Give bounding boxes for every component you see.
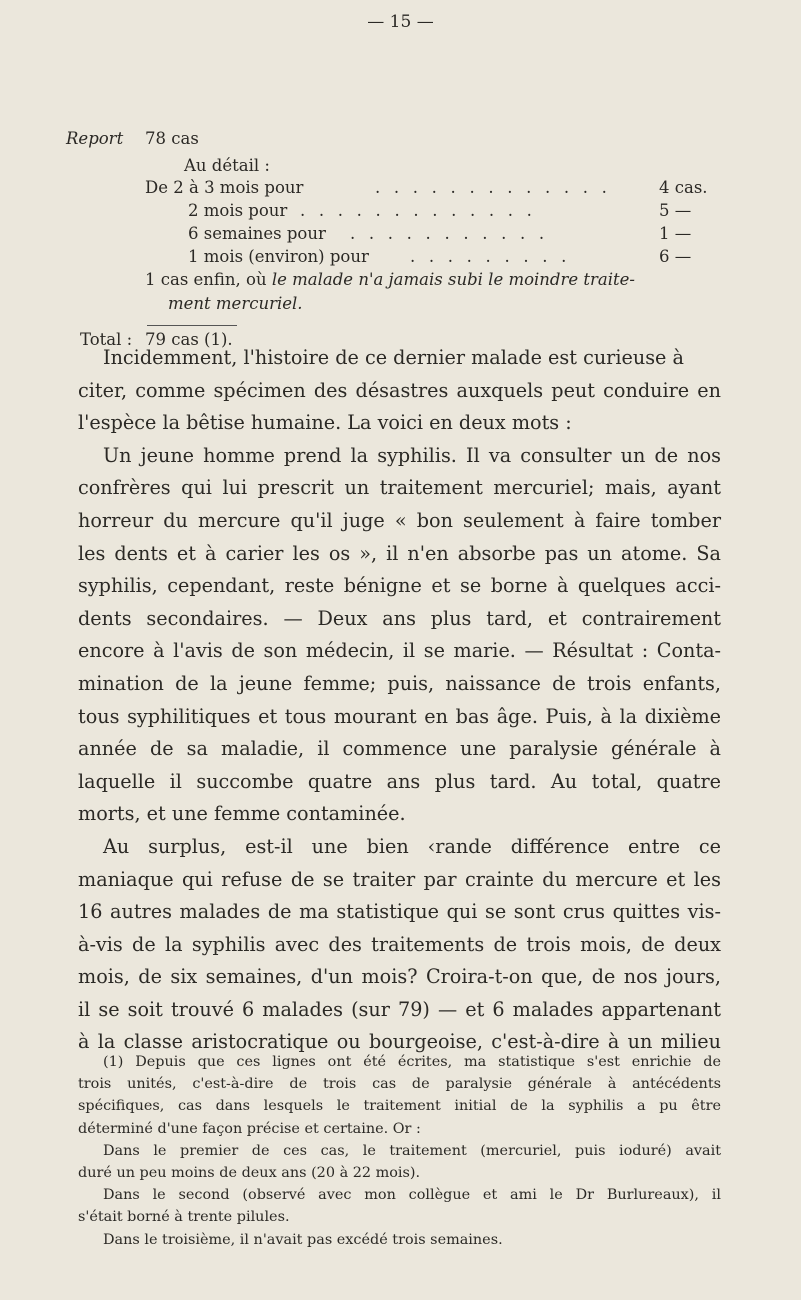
detail-row-label: 1 mois (environ) pour — [188, 247, 369, 266]
body-line: année de sa maladie, il commence une paralysie générale à — [78, 737, 721, 761]
body-line: citer, comme spécimen des désastres auxquels peut conduire en — [78, 378, 721, 402]
body-line: l'espèce la bêtise humaine. La voici en deux mots : — [78, 411, 572, 435]
body-line: 16 autres malades de ma statistique qui se sont crus quittes vis- — [78, 900, 721, 924]
body-line: encore à l'avis de son médecin, il se marie. — Résultat : Conta- — [78, 639, 721, 663]
detail-heading: Au détail : — [184, 156, 270, 175]
footnote-line: déterminé d'une façon précise et certaine. Or : — [78, 1120, 421, 1137]
footnote — [78, 1051, 721, 1251]
last-case-italic: le malade n'a jamais subi le moindre traite- — [271, 270, 635, 289]
footnote-line: s'était borné à trente pilules. — [78, 1209, 290, 1226]
body-line: il se soit trouvé 6 malades (sur 79) — et 6 malades appartenant — [78, 997, 721, 1021]
detail-row-value: 1 — — [659, 224, 692, 243]
last-case-prefix: 1 cas enfin, où — [145, 270, 272, 289]
detail-row-value: 4 cas. — [659, 178, 708, 197]
detail-row-label: De 2 à 3 mois pour — [145, 178, 304, 197]
body-line: mois, de six semaines, d'un mois? Croira-t-on que, de nos jours, — [78, 965, 721, 989]
detail-row-value: 6 — — [659, 247, 692, 266]
detail-row-label: 6 semaines pour — [188, 224, 326, 243]
body-line: les dents et à carier les os », il n'en absorbe pas un atome. Sa — [78, 541, 721, 565]
body-line: tous syphilitiques et tous mourant en bas âge. Puis, à la dixième — [78, 704, 721, 728]
footnote-line: Dans le second (observé avec mon collègue et ami le Dr Burlureaux), il — [103, 1187, 721, 1204]
body-line: Incidemment, l'histoire de ce dernier malade est curieuse à — [103, 346, 684, 369]
detail-row-label: 2 mois pour — [188, 201, 288, 220]
footnote-line: Dans le premier de ces cas, le traitement (mercuriel, puis ioduré) avait — [103, 1142, 721, 1159]
report-label: Report — [66, 129, 124, 148]
total-label: Total : — [80, 330, 133, 349]
body-line: laquelle il succombe quatre ans plus tard. Au total, quatre — [78, 769, 721, 793]
total-value: 79 cas (1). — [145, 330, 233, 349]
body-line: Au surplus, est-il une bien ‹rande différence entre ce — [103, 834, 721, 858]
footnote-line: duré un peu moins de deux ans (20 à 22 mois). — [78, 1165, 421, 1182]
footnote-line: (1) Depuis que ces lignes ont été écrites, ma statistique s'est enrichie de — [103, 1054, 721, 1070]
body-line: horreur du mercure qu'il juge « bon seulement à faire tomber — [78, 508, 721, 532]
dot-leader: . . . . . . . . . — [410, 247, 571, 266]
body-line: confrères qui lui prescrit un traitement mercuriel; mais, ayant — [78, 476, 721, 500]
dot-leader: . . . . . . . . . . . . . — [300, 201, 537, 220]
body-line: syphilis, cependant, reste bénigne et se borne à quelques acci- — [78, 574, 721, 598]
body-text — [78, 342, 721, 1059]
detail-row-value: 5 — — [659, 201, 692, 220]
total-rule — [147, 325, 237, 326]
dot-leader: . . . . . . . . . . . . . — [375, 178, 612, 197]
footnote-line: trois unités, c'est-à-dire de trois cas de paralysie générale à antécédents — [78, 1076, 721, 1093]
footnote-line: spécifiques, cas dans lesquels le traitement initial de la syphilis a pu être — [78, 1098, 721, 1115]
body-line: dents secondaires. — Deux ans plus tard, et contrairement — [78, 606, 721, 630]
footnote-line: Dans le troisième, il n'avait pas excédé trois semaines. — [103, 1231, 503, 1248]
last-case-line — [145, 270, 635, 289]
body-line: Un jeune homme prend la syphilis. Il va consulter un de nos — [103, 443, 721, 467]
body-line: maniaque qui refuse de se traiter par crainte du mercure et les — [78, 867, 721, 891]
dot-leader: . . . . . . . . . . . — [350, 224, 549, 243]
last-case-italic-cont: ment mercuriel. — [168, 294, 303, 313]
body-line: morts, et une femme contaminée. — [78, 802, 406, 826]
report-count: 78 cas — [145, 129, 199, 148]
body-line: mination de la jeune femme; puis, naissance de trois enfants, — [78, 671, 721, 695]
page-number: — 15 — — [367, 12, 434, 32]
body-line: à-vis de la syphilis avec des traitements de trois mois, de deux — [78, 932, 721, 956]
body-line: à la classe aristocratique ou bourgeoise, c'est-à-dire à un milieu — [78, 1030, 721, 1054]
